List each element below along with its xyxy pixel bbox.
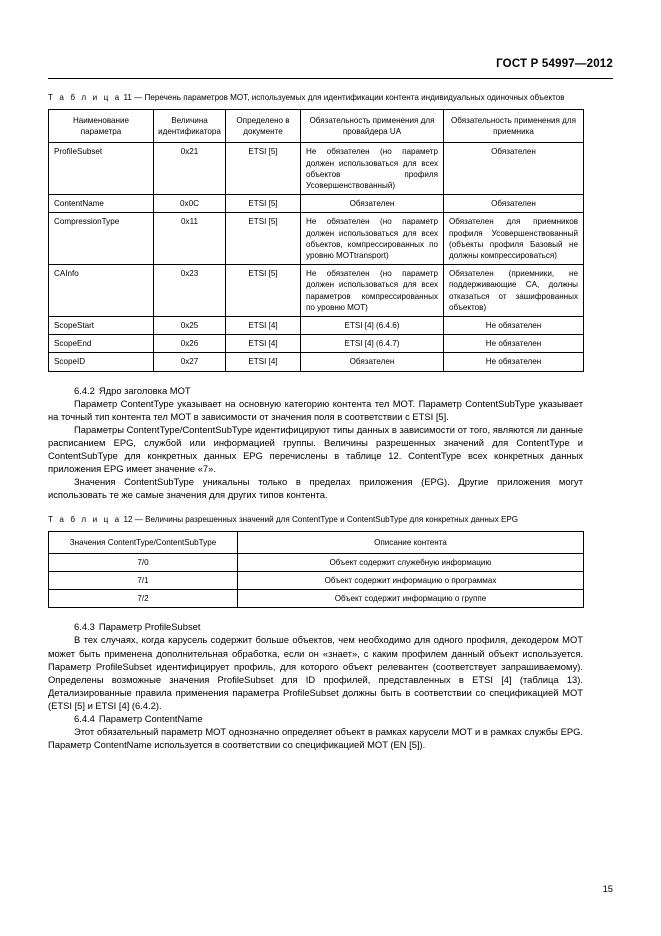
table-row [49, 143, 584, 195]
table-11-caption-label: Т а б л и ц а [48, 93, 122, 102]
cell-name: ScopeID [49, 353, 154, 371]
page-number: 15 [602, 883, 613, 894]
heading-6-4-4-number: 6.4.4 [74, 712, 95, 724]
table-11-col-identifier: Величина идентификатора [154, 110, 226, 143]
cell-name: ContentName [49, 195, 154, 213]
table-12-col-value: Значения ContentType/ContentSubType [49, 531, 238, 553]
cell-identifier: 0x25 [154, 317, 226, 335]
cell-document: ETSI [4] [226, 317, 301, 335]
table-11-col-provider: Обязательность применения для провайдера UA [301, 110, 444, 143]
cell-document: ETSI [5] [226, 143, 301, 195]
cell-description: Объект содержит информацию о группе [238, 590, 584, 608]
paragraph-6-4-4-1: Этот обязательный параметр MOT однозначно определяет объект в рамках карусели MOT и в рамках службы EPG. Параметр ContentName используется в соответствии со спецификацией MOT (EN [5]). [48, 726, 583, 751]
cell-name: ProfileSubset [49, 143, 154, 195]
cell-provider: Обязателен [301, 353, 444, 371]
cell-receiver: Не обязателен [444, 353, 584, 371]
table-row [49, 195, 584, 213]
cell-value: 7/0 [49, 553, 238, 571]
standard-number: ГОСТ Р 54997—2012 [496, 58, 613, 70]
cell-description: Объект содержит информацию о программах [238, 571, 584, 589]
cell-provider: Обязателен [301, 195, 444, 213]
table-row [49, 571, 584, 589]
table-12-caption-label: Т а б л и ц а [48, 514, 122, 524]
table-row [49, 335, 584, 353]
paragraph-6-4-3-1: В тех случаях, когда карусель содержит больше объектов, чем необходимо для одного профиля, декодером MOT может быть применена дополнительная обработка, если он «знает», с каким профилем данный объект используется. Параметр ProfileSubset идентифицирует профиль, для которого объект релевантен (соответствует запрашиваемому). Определены возможные значения ProfileSubset для ID профилей, представленных в ETSI [4] (таблица 13). Детализированные правила применения параметра ProfileSubset должны быть в соответствии со спецификацией MOT (ETSI [5] и ETSI [4] (6.4.2). [48, 634, 583, 711]
header-divider [48, 78, 613, 79]
page-content [48, 92, 583, 751]
cell-receiver: Обязателен [444, 195, 584, 213]
cell-name: CompressionType [49, 213, 154, 265]
table-12 [48, 531, 584, 609]
paragraph-6-4-2-2: Параметры ContentType/ContentSubType идентифицируют типы данных в зависимости от того, являются ли данные расписанием EPG, службой или информацией группы. Величины разрешенных значений для ContentType и ContentSubType для конкретных данных EPG перечислены в таблице 12. ContentType всех конкретных данных приложения EPG имеет значение «7». [48, 423, 583, 475]
cell-identifier: 0x26 [154, 335, 226, 353]
heading-6-4-3 [48, 620, 583, 633]
cell-document: ETSI [5] [226, 195, 301, 213]
table-11 [48, 109, 584, 372]
cell-identifier: 0x23 [154, 265, 226, 317]
cell-document: ETSI [4] [226, 353, 301, 371]
paragraph-6-4-2-1: Параметр ContentType указывает на основную категорию контента тел MOT. Параметр ContentSubType указывает на точный тип контента тел MOT в зависимости от значения поля в соответствии с ETSI [5]. [48, 397, 583, 422]
cell-receiver: Обязателен (приемники, не поддерживающие CA, должны отказаться от зашифрованных объектов) [444, 265, 584, 317]
heading-6-4-3-number: 6.4.3 [74, 621, 95, 633]
table-11-col-name: Наименование параметра [49, 110, 154, 143]
table-row [49, 590, 584, 608]
heading-6-4-3-title: Параметр ProfileSubset [98, 621, 201, 633]
heading-6-4-4-title: Параметр ContentName [98, 712, 203, 724]
table-row [49, 265, 584, 317]
table-11-col-document: Определено в документе [226, 110, 301, 143]
cell-receiver: Обязателен для приемников профиля Усовершенствованный (объекты профиля Базовый не должны компрессироваться) [444, 213, 584, 265]
table-12-caption-text: — Величины разрешенных значений для ContentType и ContentSubType для конкретных данных EPG [134, 514, 519, 524]
table-12-header-row [49, 531, 584, 553]
table-11-caption [48, 92, 583, 104]
cell-receiver: Обязателен [444, 143, 584, 195]
cell-provider: ETSI [4] (6.4.7) [301, 335, 444, 353]
cell-value: 7/2 [49, 590, 238, 608]
cell-provider: Не обязателен (но параметр должен использоваться для всех объектов профиля Усовершенствованный) [301, 143, 444, 195]
cell-receiver: Не обязателен [444, 335, 584, 353]
cell-description: Объект содержит служебную информацию [238, 553, 584, 571]
cell-value: 7/1 [49, 571, 238, 589]
cell-document: ETSI [4] [226, 335, 301, 353]
table-12-caption-number: 12 [123, 514, 133, 524]
table-11-header-row [49, 110, 584, 143]
cell-provider: ETSI [4] (6.4.6) [301, 317, 444, 335]
cell-identifier: 0x11 [154, 213, 226, 265]
paragraph-6-4-2-3: Значения ContentSubType уникальны только в пределах приложения (EPG). Другие приложения могут использовать те же самые значения для других типов контента. [48, 476, 583, 501]
heading-6-4-2-title: Ядро заголовка MOT [98, 384, 191, 396]
table-row [49, 213, 584, 265]
cell-identifier: 0x0C [154, 195, 226, 213]
table-row [49, 553, 584, 571]
cell-provider: Не обязателен (но параметр должен использоваться для всех параметров компрессированных по уровню MOT) [301, 265, 444, 317]
page-header [48, 58, 613, 70]
heading-6-4-2 [48, 384, 583, 397]
table-row [49, 353, 584, 371]
table-row [49, 317, 584, 335]
table-11-col-receiver: Обязательность применения для приемника [444, 110, 584, 143]
cell-document: ETSI [5] [226, 213, 301, 265]
table-12-caption [48, 514, 583, 526]
cell-identifier: 0x21 [154, 143, 226, 195]
table-11-caption-number: 11 [123, 93, 132, 102]
cell-identifier: 0x27 [154, 353, 226, 371]
cell-receiver: Не обязателен [444, 317, 584, 335]
heading-6-4-4 [48, 712, 583, 725]
cell-provider: Не обязателен (но параметр должен использоваться для всех объектов, компрессированных по уровню MOTtransport) [301, 213, 444, 265]
table-12-col-description: Описание контента [238, 531, 584, 553]
heading-6-4-2-number: 6.4.2 [74, 384, 95, 396]
cell-name: ScopeEnd [49, 335, 154, 353]
cell-name: ScopeStart [49, 317, 154, 335]
table-11-caption-text: — Перечень параметров MOT, используемых для идентификации контента индивидуальных одиночных объектов [134, 93, 565, 102]
cell-name: CAInfo [49, 265, 154, 317]
cell-document: ETSI [5] [226, 265, 301, 317]
